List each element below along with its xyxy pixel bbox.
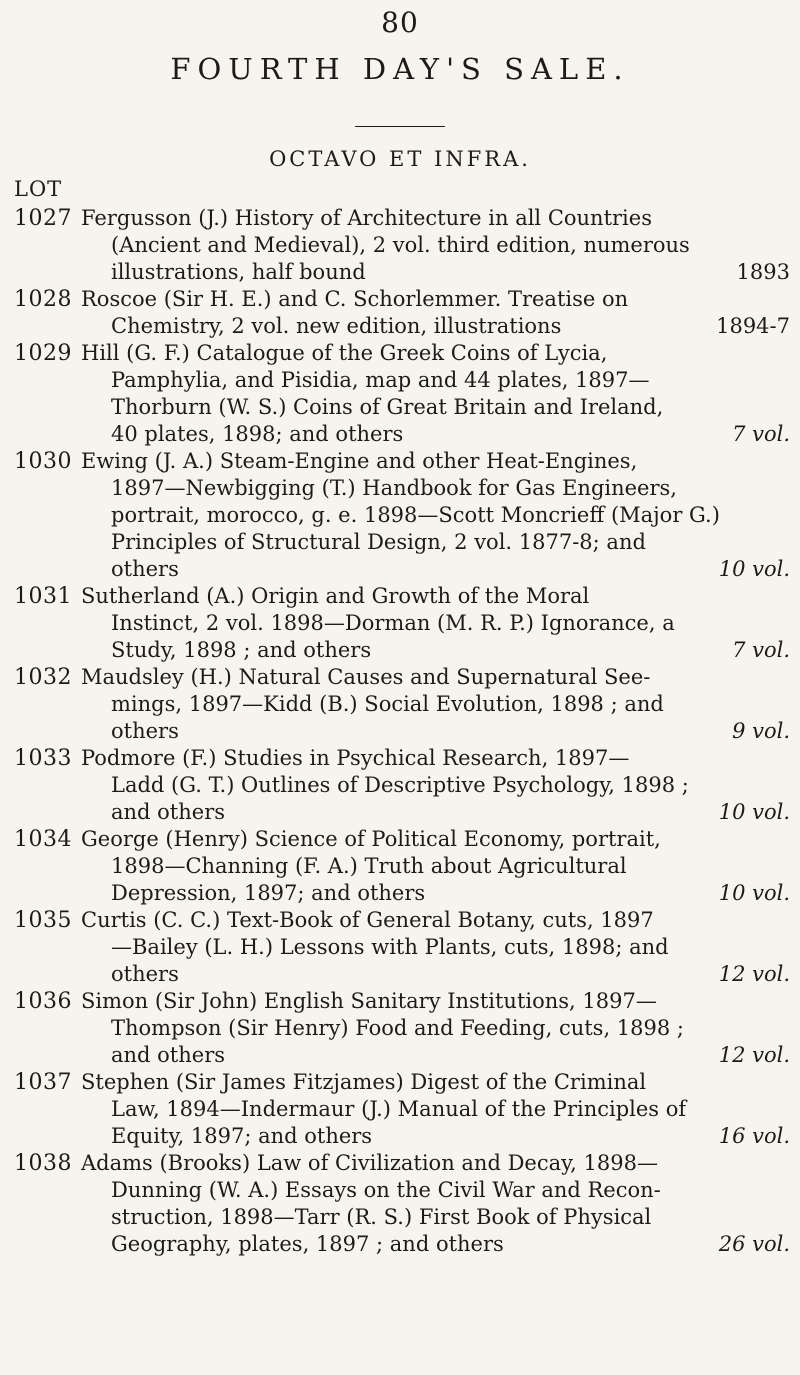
lot-final-line xyxy=(81,1042,790,1069)
lot-entry xyxy=(14,664,790,745)
lot-final-line xyxy=(81,556,790,583)
lot-description-line: struction, 1898—Tarr (R. S.) First Book of Physical xyxy=(111,1205,652,1229)
lot-entry xyxy=(14,988,790,1069)
heading-rule xyxy=(355,126,445,127)
lot-number: 1029 xyxy=(14,341,72,366)
lot-description xyxy=(81,205,790,286)
lot-final-line xyxy=(81,1123,790,1150)
lot-final-line xyxy=(81,961,790,988)
lot-description-line: Podmore (F.) Studies in Psychical Research, 1897— xyxy=(81,746,630,770)
lot-description xyxy=(81,664,790,745)
lot-number: 1032 xyxy=(14,665,72,690)
lot-number: 1027 xyxy=(14,206,72,231)
lot-final-line xyxy=(81,637,790,664)
lot-description-line: portrait, morocco, g. e. 1898—Scott Moncrieff (Major G.) xyxy=(111,503,720,527)
lot-description-line: Maudsley (H.) Natural Causes and Supernatural See- xyxy=(81,665,651,689)
lot-final-text: and others xyxy=(111,1043,226,1067)
lot-entry xyxy=(14,907,790,988)
lot-entry xyxy=(14,205,790,286)
lot-final-text: others xyxy=(111,719,179,743)
lot-description xyxy=(81,286,790,340)
lot-number: 1031 xyxy=(14,584,72,609)
lot-final-text: Geography, plates, 1897 ; and others xyxy=(111,1232,504,1256)
lot-final-line xyxy=(81,799,790,826)
lot-final-line xyxy=(81,421,790,448)
lot-description-line: Thompson (Sir Henry) Food and Feeding, cuts, 1898 ; xyxy=(111,1016,684,1040)
lot-number: 1038 xyxy=(14,1151,72,1176)
lot-description-line: Roscoe (Sir H. E.) and C. Schorlemmer. Treatise on xyxy=(81,287,629,311)
lot-description-line: Principles of Structural Design, 2 vol. 1877-8; and xyxy=(111,530,646,554)
lot-volume-count: 1894-7 xyxy=(716,314,790,338)
lot-final-text: Equity, 1897; and others xyxy=(111,1124,373,1148)
lot-volume-count: 10 vol. xyxy=(718,800,790,824)
lot-description xyxy=(81,340,790,448)
lot-volume-count: 7 vol. xyxy=(732,422,790,446)
lot-final-text: Depression, 1897; and others xyxy=(111,881,426,905)
lot-final-text: illustrations, half bound xyxy=(111,260,366,284)
lot-description-line: Fergusson (J.) History of Architecture in all Countries xyxy=(81,206,652,230)
lot-description-line: mings, 1897—Kidd (B.) Social Evolution, 1898 ; and xyxy=(111,692,664,716)
lot-description-line: Law, 1894—Indermaur (J.) Manual of the Principles of xyxy=(111,1097,687,1121)
lot-description-line: Stephen (Sir James Fitzjames) Digest of the Criminal xyxy=(81,1070,647,1094)
page-number: 80 xyxy=(381,6,419,39)
lot-description-line: Sutherland (A.) Origin and Growth of the Moral xyxy=(81,584,590,608)
lot-description-line: Pamphylia, and Pisidia, map and 44 plates, 1897— xyxy=(111,368,650,392)
lot-description xyxy=(81,907,790,988)
lot-description xyxy=(81,1069,790,1150)
lot-entry xyxy=(14,340,790,448)
lot-final-text: others xyxy=(111,557,179,581)
section-heading: OCTAVO ET INFRA. xyxy=(269,147,531,171)
lot-number: 1030 xyxy=(14,449,72,474)
lot-final-text: and others xyxy=(111,800,226,824)
lot-description-line: Hill (G. F.) Catalogue of the Greek Coins of Lycia, xyxy=(81,341,608,365)
lot-entry xyxy=(14,1069,790,1150)
lot-description-line: (Ancient and Medieval), 2 vol. third edition, numerous xyxy=(111,233,690,257)
lot-entry xyxy=(14,1150,790,1258)
lot-volume-count: 1893 xyxy=(736,260,790,284)
lot-description-line: Simon (Sir John) English Sanitary Institutions, 1897— xyxy=(81,989,657,1013)
lot-volume-count: 12 vol. xyxy=(718,1043,790,1067)
lot-description xyxy=(81,448,790,583)
lot-final-line xyxy=(81,1231,790,1258)
lot-description-line: George (Henry) Science of Political Economy, portrait, xyxy=(81,827,661,851)
lot-description-line: Ladd (G. T.) Outlines of Descriptive Psychology, 1898 ; xyxy=(111,773,689,797)
lot-number: 1034 xyxy=(14,827,72,852)
lot-volume-count: 12 vol. xyxy=(718,962,790,986)
lot-description-line: 1897—Newbigging (T.) Handbook for Gas Engineers, xyxy=(111,476,677,500)
lot-description-line: Ewing (J. A.) Steam-Engine and other Heat-Engines, xyxy=(81,449,638,473)
lot-final-text: 40 plates, 1898; and others xyxy=(111,422,404,446)
lot-final-text: Chemistry, 2 vol. new edition, illustrations xyxy=(111,314,562,338)
lot-volume-count: 9 vol. xyxy=(732,719,790,743)
lot-volume-count: 10 vol. xyxy=(718,557,790,581)
lot-description-line: Instinct, 2 vol. 1898—Dorman (M. R. P.) Ignorance, a xyxy=(111,611,675,635)
lot-list xyxy=(14,205,790,1258)
lot-volume-count: 7 vol. xyxy=(732,638,790,662)
lot-description-line: —Bailey (L. H.) Lessons with Plants, cuts, 1898; and xyxy=(111,935,669,959)
lot-description-line: Dunning (W. A.) Essays on the Civil War and Recon- xyxy=(111,1178,661,1202)
lot-final-line xyxy=(81,880,790,907)
lot-final-line xyxy=(81,313,790,340)
lot-volume-count: 16 vol. xyxy=(718,1124,790,1148)
lot-final-text: Study, 1898 ; and others xyxy=(111,638,372,662)
lot-number: 1033 xyxy=(14,746,72,771)
lot-entry xyxy=(14,583,790,664)
lot-description-line: Curtis (C. C.) Text-Book of General Botany, cuts, 1897 xyxy=(81,908,654,932)
lot-number: 1028 xyxy=(14,287,72,312)
lot-number: 1036 xyxy=(14,989,72,1014)
lot-description xyxy=(81,988,790,1069)
lot-description xyxy=(81,745,790,826)
lot-description-line: 1898—Channing (F. A.) Truth about Agricultural xyxy=(111,854,627,878)
page-heading: FOURTH DAY'S SALE. xyxy=(170,52,630,86)
lot-entry xyxy=(14,286,790,340)
lot-description-line: Adams (Brooks) Law of Civilization and Decay, 1898— xyxy=(81,1151,658,1175)
lot-entry xyxy=(14,826,790,907)
lot-entry xyxy=(14,745,790,826)
lot-number: 1037 xyxy=(14,1070,72,1095)
lot-description xyxy=(81,583,790,664)
lot-final-text: others xyxy=(111,962,179,986)
lot-description xyxy=(81,1150,790,1258)
lot-entry xyxy=(14,448,790,583)
lot-number: 1035 xyxy=(14,908,72,933)
lot-description xyxy=(81,826,790,907)
lot-final-line xyxy=(81,718,790,745)
lot-final-line xyxy=(81,259,790,286)
lot-volume-count: 26 vol. xyxy=(718,1232,790,1256)
lot-volume-count: 10 vol. xyxy=(718,881,790,905)
lot-column-label: LOT xyxy=(14,177,63,201)
lot-description-line: Thorburn (W. S.) Coins of Great Britain and Ireland, xyxy=(111,395,664,419)
